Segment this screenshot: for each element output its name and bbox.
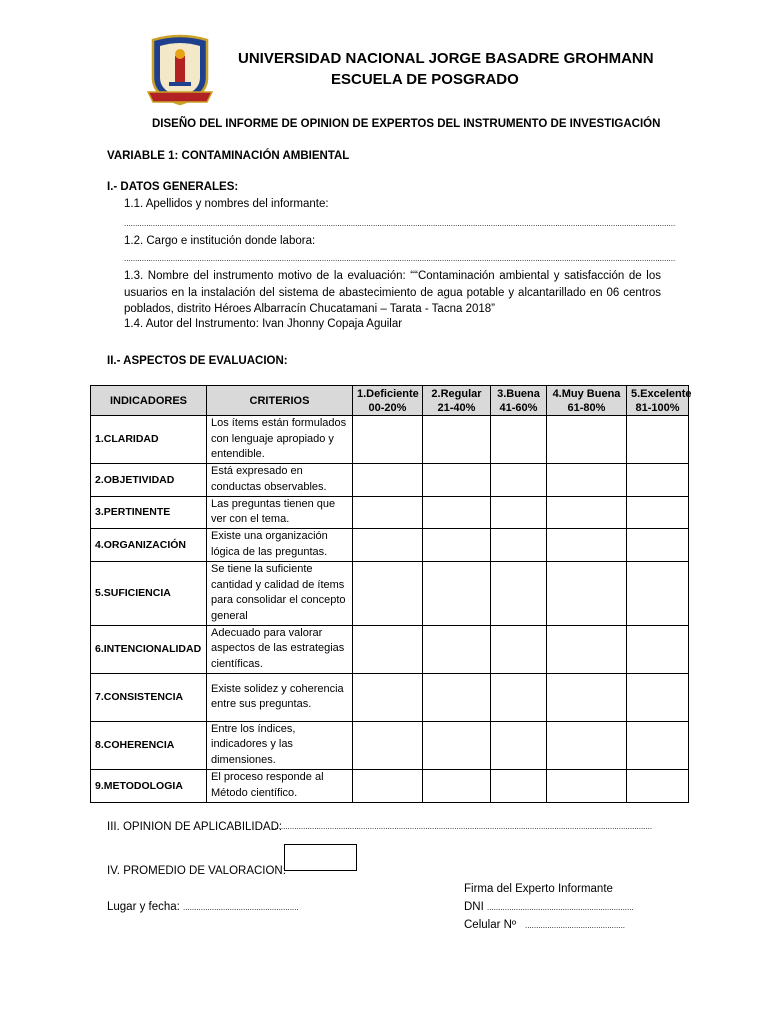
rating-cell[interactable] bbox=[423, 625, 491, 673]
rating-cell[interactable] bbox=[353, 625, 423, 673]
rating-cell[interactable] bbox=[627, 625, 689, 673]
header-muy-buena-range: 61-80% bbox=[567, 401, 606, 414]
header-buena-label: 3.Buena bbox=[497, 387, 540, 400]
rating-cell[interactable] bbox=[491, 769, 547, 802]
criterion-cell: Entre los índices, indicadores y las dimensiones. bbox=[207, 721, 353, 769]
indicator-cell: 2.OBJETIVIDAD bbox=[91, 463, 207, 496]
table-row bbox=[91, 625, 689, 673]
rating-cell[interactable] bbox=[353, 769, 423, 802]
criterion-cell: Adecuado para valorar aspectos de las estrategias científicas. bbox=[207, 625, 353, 673]
indicator-cell: 7.CONSISTENCIA bbox=[91, 673, 207, 721]
table-row bbox=[91, 721, 689, 769]
header-deficiente-range: 00-20% bbox=[368, 401, 407, 414]
item-1-3: 1.3. Nombre del instrumento motivo de la evaluación: ““Contaminación ambiental y satisfacción de los usuarios en la instalación del sistema de abastecimiento de agua potable y alcantarillado en 06 centros poblados, distrito Héroes Albarracín Chucatamani – Tarata - Tacna 2018” bbox=[124, 270, 661, 315]
header-muy-buena bbox=[547, 386, 627, 416]
indicator-cell: 6.INTENCIONALIDAD bbox=[91, 625, 207, 673]
section-3-label: III. OPINION DE APLICABILIDAD: bbox=[107, 821, 283, 833]
university-name: UNIVERSIDAD NACIONAL JORGE BASADRE GROHMANN bbox=[238, 50, 654, 67]
rating-cell[interactable] bbox=[627, 463, 689, 496]
rating-cell[interactable] bbox=[491, 673, 547, 721]
applicability-fill-line: ........................................................................................................................................................................... bbox=[272, 822, 653, 831]
place-date-label: Lugar y fecha: bbox=[107, 901, 180, 913]
rating-cell[interactable] bbox=[627, 721, 689, 769]
rating-cell[interactable] bbox=[491, 463, 547, 496]
rating-cell[interactable] bbox=[423, 416, 491, 464]
rating-cell[interactable] bbox=[547, 625, 627, 673]
rating-cell[interactable] bbox=[547, 721, 627, 769]
header-deficiente bbox=[353, 386, 423, 416]
header-muy-buena-label: 4.Muy Buena bbox=[552, 387, 621, 400]
header-buena-range: 41-60% bbox=[499, 401, 538, 414]
header-regular bbox=[423, 386, 491, 416]
indicator-cell: 4.ORGANIZACIÓN bbox=[91, 528, 207, 561]
rating-cell[interactable] bbox=[423, 561, 491, 625]
rating-cell[interactable] bbox=[491, 528, 547, 561]
document-title: DISEÑO DEL INFORME DE OPINION DE EXPERTOS DEL INSTRUMENTO DE INVESTIGACIÓN bbox=[152, 118, 661, 130]
rating-cell[interactable] bbox=[423, 721, 491, 769]
table-header-row bbox=[91, 386, 689, 416]
rating-cell[interactable] bbox=[423, 673, 491, 721]
rating-cell[interactable] bbox=[353, 416, 423, 464]
table-row bbox=[91, 561, 689, 625]
header-buena bbox=[491, 386, 547, 416]
rating-cell[interactable] bbox=[423, 769, 491, 802]
header-regular-range: 21-40% bbox=[437, 401, 476, 414]
university-seal-logo bbox=[145, 34, 215, 108]
rating-cell[interactable] bbox=[547, 528, 627, 561]
signature-label: Firma del Experto Informante bbox=[464, 883, 613, 895]
dni-fill-line: .................................................................. bbox=[487, 903, 634, 912]
header-excelente bbox=[627, 386, 692, 416]
table-row bbox=[91, 496, 689, 528]
rating-cell[interactable] bbox=[353, 528, 423, 561]
section-2-title: II.- ASPECTOS DE EVALUACION: bbox=[107, 355, 288, 367]
table-row bbox=[91, 528, 689, 561]
evaluation-table bbox=[90, 385, 692, 803]
rating-cell[interactable] bbox=[491, 625, 547, 673]
rating-cell[interactable] bbox=[353, 463, 423, 496]
rating-cell[interactable] bbox=[627, 673, 689, 721]
header-criterios: CRITERIOS bbox=[207, 386, 353, 416]
table-row bbox=[91, 769, 689, 802]
place-date-fill-line: .................................................... bbox=[183, 903, 299, 912]
criterion-cell: Se tiene la suficiente cantidad y calidad de ítems para consolidar el concepto general bbox=[207, 561, 353, 625]
item-1-2: 1.2. Cargo e institución donde labora: bbox=[124, 235, 316, 247]
rating-cell[interactable] bbox=[353, 561, 423, 625]
criterion-cell: Existe una organización lógica de las preguntas. bbox=[207, 528, 353, 561]
rating-cell[interactable] bbox=[627, 496, 689, 528]
header-deficiente-label: 1.Deficiente bbox=[357, 387, 419, 400]
criterion-cell: Está expresado en conductas observables. bbox=[207, 463, 353, 496]
table-row bbox=[91, 463, 689, 496]
criterion-cell: Las preguntas tienen que ver con el tema. bbox=[207, 496, 353, 528]
rating-cell[interactable] bbox=[491, 721, 547, 769]
rating-cell[interactable] bbox=[353, 496, 423, 528]
indicator-cell: 5.SUFICIENCIA bbox=[91, 561, 207, 625]
average-rating-box[interactable] bbox=[284, 844, 357, 871]
rating-cell[interactable] bbox=[547, 561, 627, 625]
rating-cell[interactable] bbox=[491, 561, 547, 625]
item-1-4: 1.4. Autor del Instrumento: Ivan Jhonny Copaja Aguilar bbox=[124, 318, 403, 330]
rating-cell[interactable] bbox=[627, 528, 689, 561]
dni-label: DNI bbox=[464, 901, 484, 913]
rating-cell[interactable] bbox=[547, 496, 627, 528]
rating-cell[interactable] bbox=[423, 528, 491, 561]
rating-cell[interactable] bbox=[547, 416, 627, 464]
school-name: ESCUELA DE POSGRADO bbox=[331, 71, 519, 88]
rating-cell[interactable] bbox=[627, 769, 689, 802]
table-row bbox=[91, 673, 689, 721]
section-4-label: IV. PROMEDIO DE VALORACION: bbox=[107, 865, 286, 877]
section-1-title: I.- DATOS GENERALES: bbox=[107, 181, 239, 193]
rating-cell[interactable] bbox=[547, 673, 627, 721]
rating-cell[interactable] bbox=[491, 416, 547, 464]
header-regular-label: 2.Regular bbox=[431, 387, 482, 400]
rating-cell[interactable] bbox=[353, 673, 423, 721]
variable-heading: VARIABLE 1: CONTAMINACIÓN AMBIENTAL bbox=[107, 150, 350, 162]
rating-cell[interactable] bbox=[423, 496, 491, 528]
rating-cell[interactable] bbox=[627, 561, 689, 625]
rating-cell[interactable] bbox=[491, 496, 547, 528]
indicator-cell: 3.PERTINENTE bbox=[91, 496, 207, 528]
item-1-2-fill-line: ........................................................................................................................................................................................................................................................ bbox=[124, 254, 676, 263]
rating-cell[interactable] bbox=[353, 721, 423, 769]
rating-cell[interactable] bbox=[423, 463, 491, 496]
criterion-cell: El proceso responde al Método científico. bbox=[207, 769, 353, 802]
criterion-cell: Los ítems están formulados con lenguaje apropiado y entendible. bbox=[207, 416, 353, 464]
rating-cell[interactable] bbox=[627, 416, 689, 464]
table-row bbox=[91, 416, 689, 464]
criterion-cell: Existe solidez y coherencia entre sus preguntas. bbox=[207, 673, 353, 721]
phone-label: Celular Nº bbox=[464, 919, 517, 931]
rating-cell[interactable] bbox=[547, 463, 627, 496]
item-1-1-fill-line: ........................................................................................................................................................................................................................................................ bbox=[124, 219, 676, 228]
indicator-cell: 9.METODOLOGIA bbox=[91, 769, 207, 802]
header-excelente-label: 5.Excelente bbox=[631, 387, 692, 400]
phone-fill-line: ............................................. bbox=[525, 921, 626, 930]
indicator-cell: 1.CLARIDAD bbox=[91, 416, 207, 464]
header-indicadores: INDICADORES bbox=[91, 386, 207, 416]
indicator-cell: 8.COHERENCIA bbox=[91, 721, 207, 769]
header-excelente-range: 81-100% bbox=[635, 401, 680, 414]
rating-cell[interactable] bbox=[547, 769, 627, 802]
item-1-1: 1.1. Apellidos y nombres del informante: bbox=[124, 198, 329, 210]
